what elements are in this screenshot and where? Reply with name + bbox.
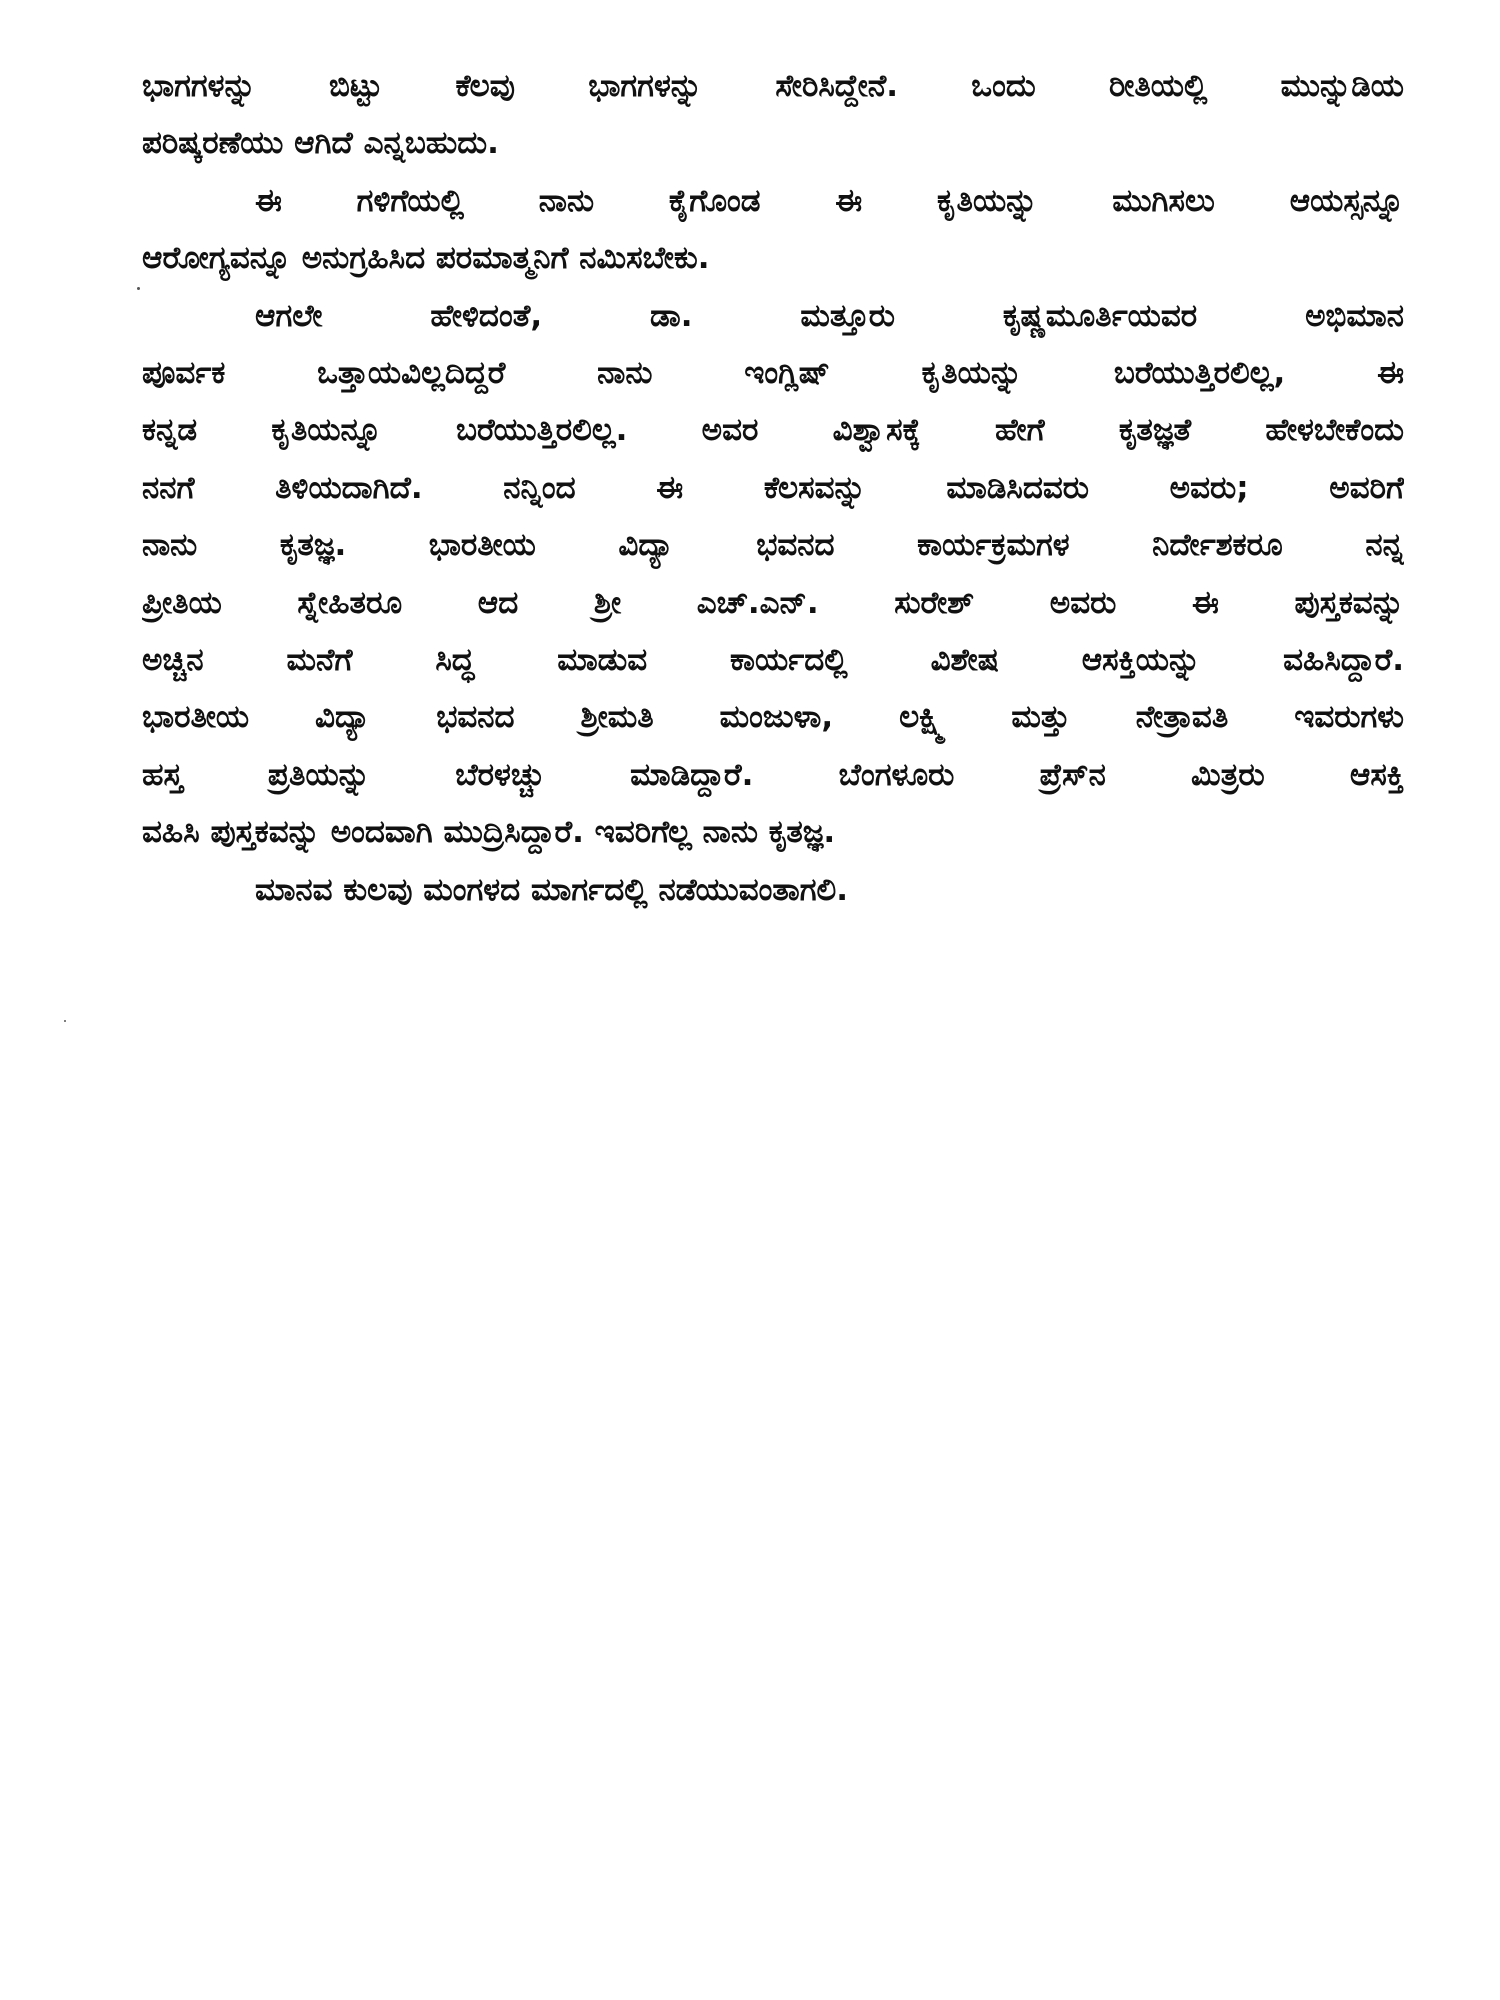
text-line-2: ಪರಿಷ್ಕರಣೆಯು ಆಗಿದೆ ಎನ್ನಬಹುದು.: [142, 125, 499, 162]
scan-speck: [64, 1020, 66, 1022]
text-line-5: ಆಗಲೇ ಹೇಳಿದಂತೆ, ಡಾ. ಮತ್ತೂರು ಕೃಷ್ಣಮೂರ್ತಿಯವರ ಅಭಿಮಾನ: [255, 297, 1404, 334]
text-line-15: ಮಾನವ ಕುಲವು ಮಂಗಳದ ಮಾರ್ಗದಲ್ಲಿ ನಡೆಯುವಂತಾಗಲಿ.: [255, 871, 849, 908]
text-line-3: ಈ ಗಳಿಗೆಯಲ್ಲಿ ನಾನು ಕೈಗೊಂಡ ಈ ಕೃತಿಯನ್ನು ಮುಗಿಸಲು ಆಯಸ್ಸನ್ನೂ: [255, 182, 1404, 219]
text-line-14: ವಹಿಸಿ ಪುಸ್ತಕವನ್ನು ಅಂದವಾಗಿ ಮುದ್ರಿಸಿದ್ದಾರೆ. ಇವರಿಗೆಲ್ಲ ನಾನು ಕೃತಜ್ಞ.: [142, 814, 836, 851]
text-line-4: ಆರೋಗ್ಯವನ್ನೂ ಅನುಗ್ರಹಿಸಿದ ಪರಮಾತ್ಮನಿಗೆ ನಮಿಸಬೇಕು.: [142, 240, 710, 277]
scan-speck: [137, 287, 140, 290]
text-line-13: ಹಸ್ತ ಪ್ರತಿಯನ್ನು ಬೆರಳಚ್ಚು ಮಾಡಿದ್ದಾರೆ. ಬೆಂಗಳೂರು ಪ್ರೆಸ್‌ನ ಮಿತ್ರರು ಆಸಕ್ತಿ: [142, 756, 1404, 793]
text-line-12: ಭಾರತೀಯ ವಿದ್ಯಾ ಭವನದ ಶ್ರೀಮತಿ ಮಂಜುಳಾ, ಲಕ್ಷ್ಮಿ ಮತ್ತು ನೇತ್ರಾವತಿ ಇವರುಗಳು: [142, 699, 1404, 736]
text-line-11: ಅಚ್ಚಿನ ಮನೆಗೆ ಸಿದ್ಧ ಮಾಡುವ ಕಾರ್ಯದಲ್ಲಿ ವಿಶೇಷ ಆಸಕ್ತಿಯನ್ನು ವಹಿಸಿದ್ದಾರೆ.: [142, 642, 1404, 679]
text-line-8: ನನಗೆ ತಿಳಿಯದಾಗಿದೆ. ನನ್ನಿಂದ ಈ ಕೆಲಸವನ್ನು ಮಾಡಿಸಿದವರು ಅವರು; ಅವರಿಗೆ: [142, 469, 1404, 506]
text-line-9: ನಾನು ಕೃತಜ್ಞ. ಭಾರತೀಯ ವಿದ್ಯಾ ಭವನದ ಕಾರ್ಯಕ್ರಮಗಳ ನಿರ್ದೇಶಕರೂ ನನ್ನ: [142, 527, 1404, 564]
text-line-10: ಪ್ರೀತಿಯ ಸ್ನೇಹಿತರೂ ಆದ ಶ್ರೀ ಎಚ್.ಎನ್. ಸುರೇಶ್ ಅವರು ಈ ಪುಸ್ತಕವನ್ನು: [142, 584, 1404, 621]
body-text: [142, 58, 1404, 919]
text-line-1: ಭಾಗಗಳನ್ನು ಬಿಟ್ಟು ಕೆಲವು ಭಾಗಗಳನ್ನು ಸೇರಿಸಿದ್ದೇನೆ. ಒಂದು ರೀತಿಯಲ್ಲಿ ಮುನ್ನುಡಿಯ: [142, 68, 1404, 104]
text-line-7: ಕನ್ನಡ ಕೃತಿಯನ್ನೂ ಬರೆಯುತ್ತಿರಲಿಲ್ಲ. ಅವರ ವಿಶ್ವಾಸಕ್ಕೆ ಹೇಗೆ ಕೃತಜ್ಞತೆ ಹೇಳಬೇಕೆಂದು: [142, 412, 1404, 449]
text-line-6: ಪೂರ್ವಕ ಒತ್ತಾಯವಿಲ್ಲದಿದ್ದರೆ ನಾನು ಇಂಗ್ಲಿಷ್ ಕೃತಿಯನ್ನು ಬರೆಯುತ್ತಿರಲಿಲ್ಲ, ಈ: [142, 355, 1404, 392]
